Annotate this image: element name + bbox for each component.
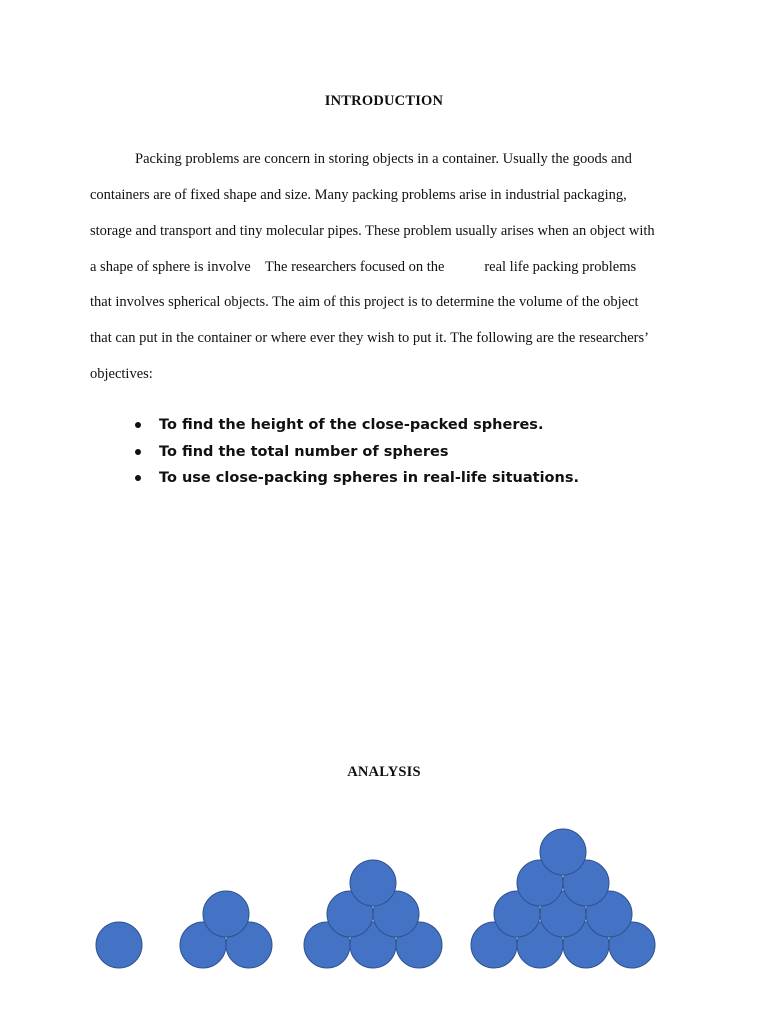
paragraph-line: a shape of sphere is involve The researchers focused on the real life packing problems (90, 259, 637, 275)
bullet-icon (135, 475, 141, 481)
objective-item (135, 439, 579, 466)
paragraph-line: Packing problems are concern in storing objects in a container. Usually the goods and (135, 151, 632, 167)
sphere-stacks-figure (0, 810, 768, 980)
paragraph-line: storage and transport and tiny molecular pipes. These problem usually arises when an object with (90, 223, 655, 239)
paragraph-line: that involves spherical objects. The aim of this project is to determine the volume of the object (90, 294, 639, 310)
objective-text: To use close-packing spheres in real-life situations. (159, 470, 579, 486)
sphere-stack (180, 891, 272, 968)
paragraph-line: containers are of fixed shape and size. Many packing problems arise in industrial packaging, (90, 187, 627, 203)
objective-item (135, 412, 579, 439)
objectives-list (135, 412, 579, 492)
sphere-stack (96, 922, 142, 968)
objective-text: To find the total number of spheres (159, 443, 449, 460)
paragraph-line: objectives: (90, 366, 153, 382)
introduction-heading: INTRODUCTION (324, 93, 444, 109)
sphere (96, 922, 142, 968)
sphere (203, 891, 249, 937)
sphere-stack (304, 860, 442, 968)
bullet-icon (135, 422, 141, 428)
bullet-icon (135, 449, 141, 455)
sphere (540, 829, 586, 875)
objective-item (135, 465, 579, 492)
sphere-stack (471, 829, 655, 968)
analysis-heading: ANALYSIS (347, 764, 421, 780)
sphere (350, 860, 396, 906)
paragraph-line: that can put in the container or where ever they wish to put it. The following are the researchers’ (90, 330, 649, 346)
objective-text: To find the height of the close-packed spheres. (159, 417, 544, 433)
